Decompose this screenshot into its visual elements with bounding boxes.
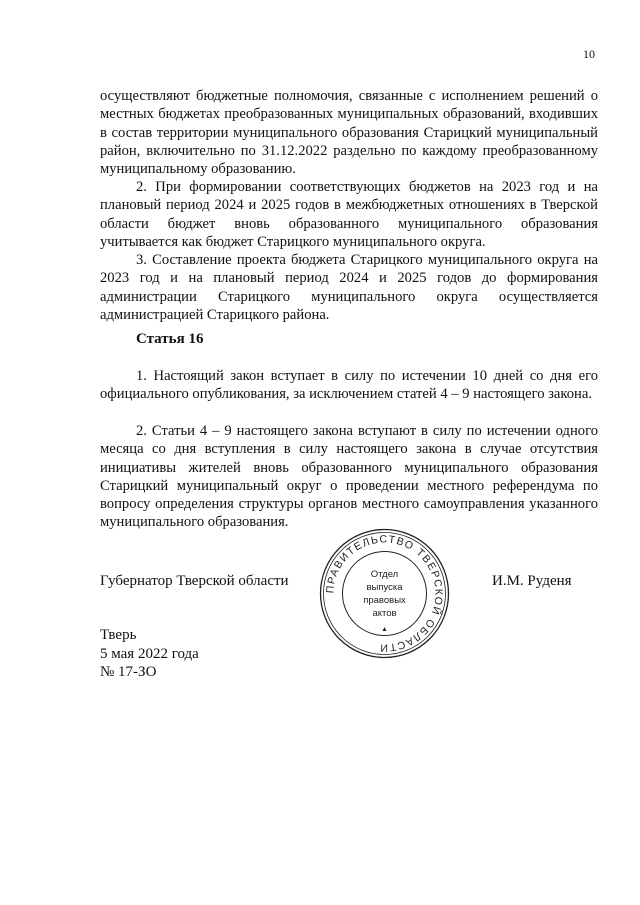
document-city: Тверь: [100, 627, 137, 643]
stamp-ring-text: ПРАВИТЕЛЬСТВО ТВЕРСКОЙ ОБЛАСТИ: [324, 533, 445, 654]
stamp-mark-icon: [383, 627, 387, 631]
paragraph-budget-draft: 3. Составление проекта бюджета Старицкого муниципального округа на 2023 год и на плановый период 2024 и 2025 годов до формирования администрации Старицкого муниципального округа осуществляется администрацией Старицкого района.: [100, 252, 598, 323]
stamp-line-2: выпуска: [366, 582, 403, 593]
stamp-line-3: правовых: [363, 595, 406, 606]
official-stamp: [318, 527, 451, 660]
paragraph-articles-entry: 2. Статьи 4 – 9 настоящего закона вступают в силу по истечении одного месяца со дня вступления в силу настоящего закона в случае отсутствия инициативы жителей вновь образованного муниципального образования Старицкий муниципальный округ о проведении местного референдума по вопросу определения структуры органов местного самоуправления указанного муниципального образования.: [100, 423, 598, 531]
document-date: 5 мая 2022 года: [100, 645, 199, 662]
signatory-position: Губернатор Тверской области: [100, 573, 289, 589]
document-number: № 17-ЗО: [100, 664, 157, 680]
page-number: 10: [583, 47, 595, 61]
paragraph-budget-formation: 2. При формировании соответствующих бюджетов на 2023 год и на плановый период 2024 и 2025 годов в межбюджетных отношениях в Тверской области бюджет вновь образованного муниципального образования учитывается как бюджет Старицкого муниципального округа.: [100, 179, 598, 250]
signatory-name: И.М. Руденя: [492, 573, 572, 589]
stamp-line-4: актов: [372, 608, 397, 619]
article-title: Статья 16: [136, 331, 204, 347]
paragraph-entry-into-force: 1. Настоящий закон вступает в силу по истечении 10 дней со дня его официального опубликования, за исключением статей 4 – 9 настоящего закона.: [100, 368, 598, 403]
paragraph-continuation: осуществляют бюджетные полномочия, связанные с исполнением решений о местных бюджетах преобразованных муниципальных образований, входивших в состав территории муниципального образования Старицкий муниципальный район, включительно по 31.12.2022 раздельно по каждому преобразованному муниципальному образованию.: [100, 88, 598, 178]
stamp-line-1: Отдел: [370, 569, 399, 580]
document-footer: [100, 626, 199, 682]
